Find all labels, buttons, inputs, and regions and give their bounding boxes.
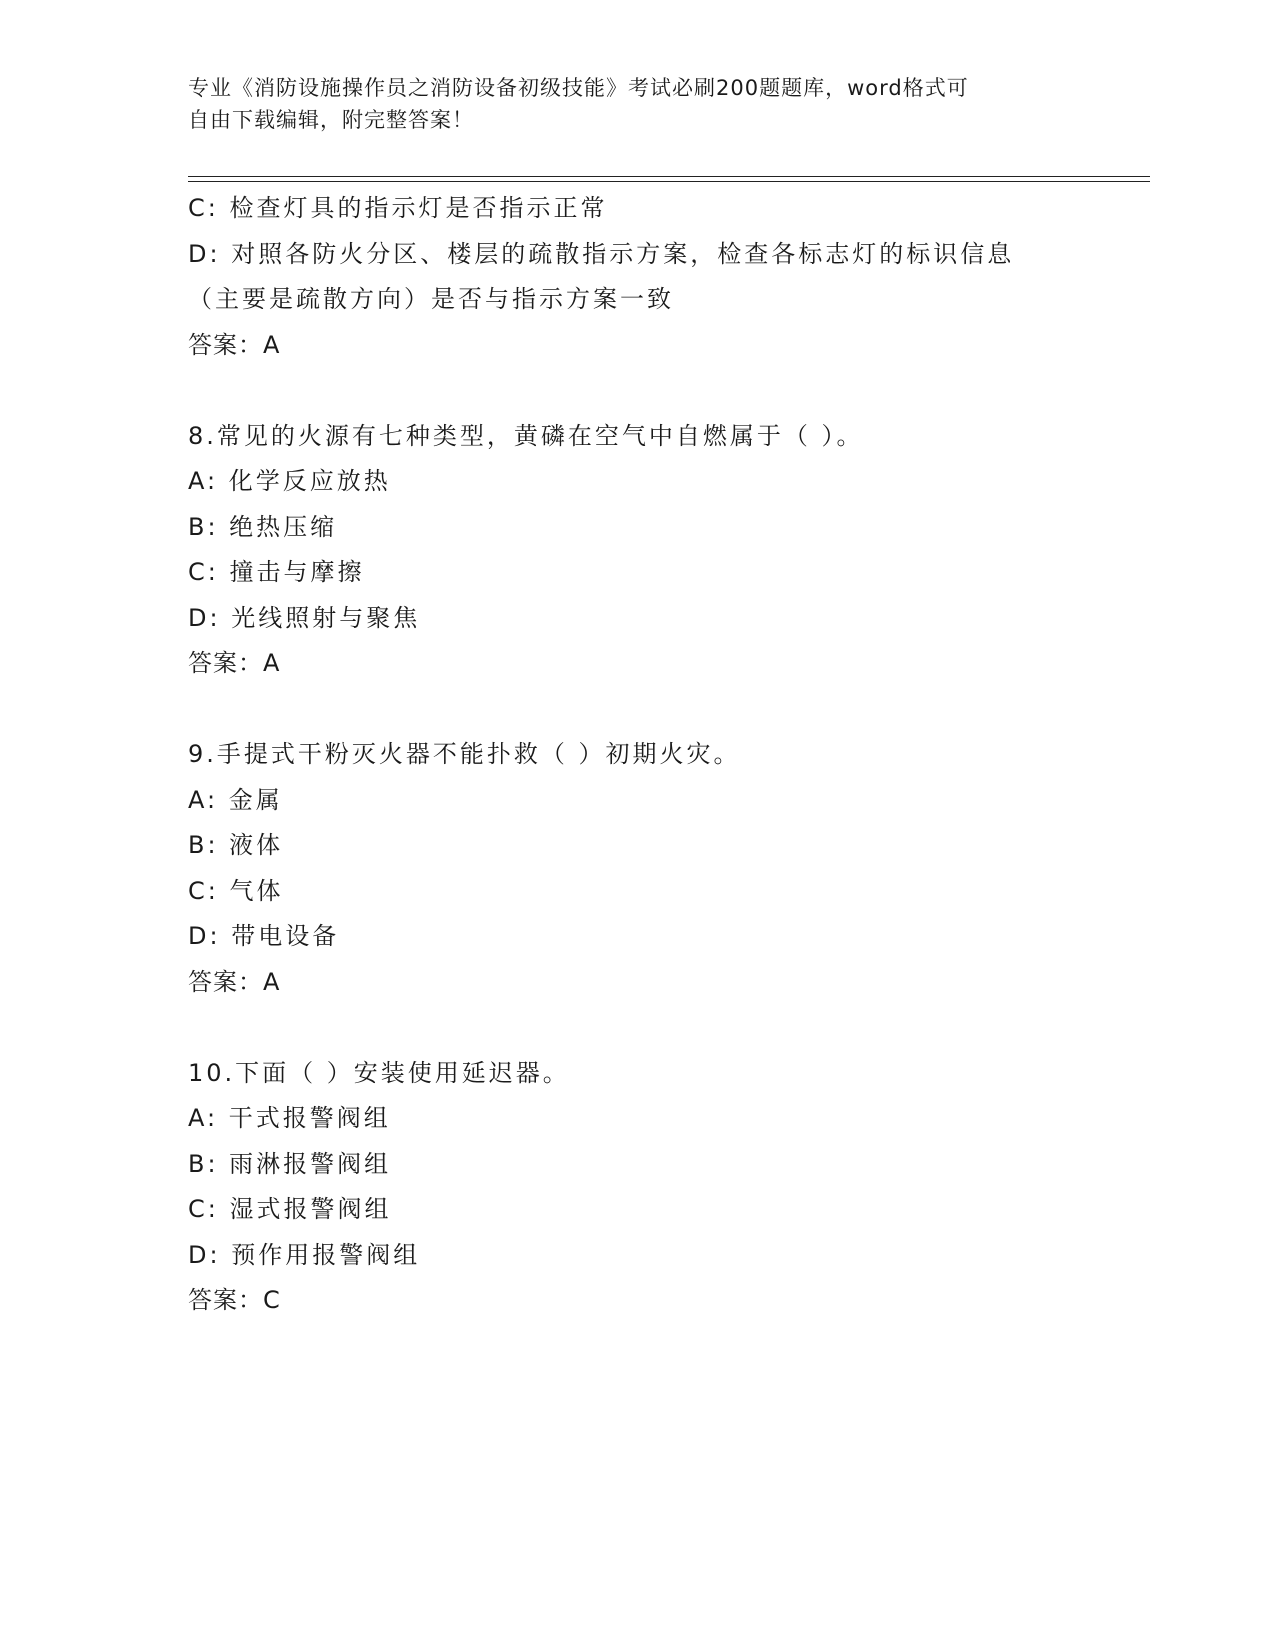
question-list [188, 186, 1088, 1324]
question-8 [188, 414, 1088, 687]
option-c: C: 检查灯具的指示灯是否指示正常 [188, 194, 608, 222]
question-stem: 10.下面（ ）安装使用延迟器。 [188, 1058, 570, 1087]
option-d: D: 对照各防火分区、楼层的疏散指示方案，检查各标志灯的标识信息 [188, 239, 1015, 268]
option-a: A: 金属 [188, 785, 283, 814]
option-b: B: 液体 [188, 831, 284, 859]
question-9 [188, 732, 1088, 1005]
answer: 答案：A [188, 967, 281, 996]
answer: 答案：A [188, 330, 281, 359]
question-stem: 9.手提式干粉灭火器不能扑救（ ）初期火灾。 [188, 740, 741, 768]
question-stem: 8.常见的火源有七种类型，黄磷在空气中自燃属于（ ）。 [188, 421, 864, 450]
header-line-2: 自由下载编辑，附完整答案！ [188, 108, 474, 132]
option-c: C: 撞击与摩擦 [188, 558, 365, 586]
option-a: A: 化学反应放热 [188, 467, 391, 495]
option-d: D: 带电设备 [188, 922, 340, 950]
question-7-tail [188, 186, 1088, 368]
question-10 [188, 1051, 1088, 1324]
option-c: C: 气体 [188, 876, 284, 905]
spacer [188, 687, 1088, 733]
header-divider-top [188, 176, 1150, 177]
option-c: C: 湿式报警阀组 [188, 1195, 392, 1223]
header-line-1: 专业《消防设施操作员之消防设备初级技能》考试必刷200题题库，word格式可 [188, 76, 969, 100]
option-d: D: 光线照射与聚焦 [188, 603, 421, 632]
answer: 答案：A [188, 649, 281, 677]
option-b: B: 绝热压缩 [188, 512, 338, 541]
option-b: B: 雨淋报警阀组 [188, 1149, 392, 1178]
option-a: A: 干式报警阀组 [188, 1104, 391, 1132]
header-divider-bottom [188, 181, 1150, 182]
spacer [188, 368, 1088, 414]
document-header [188, 72, 1068, 136]
answer: 答案：C [188, 1286, 281, 1314]
option-d: D: 预作用报警阀组 [188, 1240, 421, 1269]
option-d-continued: （主要是疏散方向）是否与指示方案一致 [188, 285, 674, 313]
spacer [188, 1005, 1088, 1051]
